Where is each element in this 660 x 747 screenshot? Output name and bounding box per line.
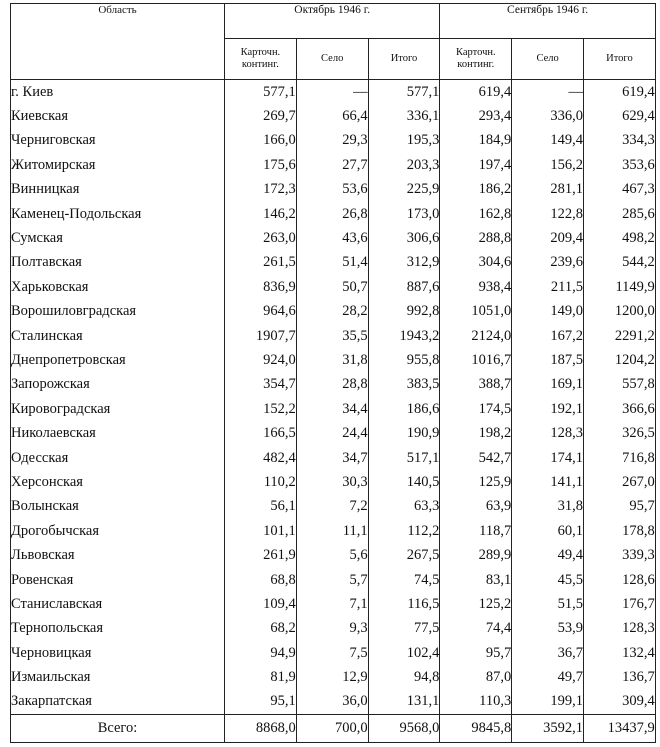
value-cell: 312,9 bbox=[368, 251, 440, 275]
value-cell: 304,6 bbox=[440, 251, 512, 275]
value-cell: 1051,0 bbox=[440, 300, 512, 324]
value-cell: 366,6 bbox=[584, 397, 656, 421]
region-name: Житомирская bbox=[11, 153, 225, 177]
value-cell: 31,8 bbox=[296, 348, 368, 372]
table-row bbox=[11, 592, 656, 616]
region-name: Черновицкая bbox=[11, 641, 225, 665]
header-ration-contingent: Карточн. континг. bbox=[225, 39, 297, 80]
table-body bbox=[11, 80, 656, 715]
table-row bbox=[11, 104, 656, 128]
value-cell: 172,3 bbox=[225, 178, 297, 202]
value-cell: 169,1 bbox=[512, 373, 584, 397]
value-cell: 162,8 bbox=[440, 202, 512, 226]
value-cell: 56,1 bbox=[225, 495, 297, 519]
region-name: Запорожская bbox=[11, 373, 225, 397]
value-cell: 557,8 bbox=[584, 373, 656, 397]
table-row bbox=[11, 519, 656, 543]
value-cell: 173,0 bbox=[368, 202, 440, 226]
value-cell: 31,8 bbox=[512, 495, 584, 519]
table-row bbox=[11, 568, 656, 592]
table-row bbox=[11, 665, 656, 689]
value-cell: 45,5 bbox=[512, 568, 584, 592]
table-row bbox=[11, 300, 656, 324]
total-cell: 13437,9 bbox=[584, 715, 656, 743]
region-name: Днепропетровская bbox=[11, 348, 225, 372]
value-cell: 924,0 bbox=[225, 348, 297, 372]
value-cell: 118,7 bbox=[440, 519, 512, 543]
value-cell: 211,5 bbox=[512, 275, 584, 299]
region-name: Измаильская bbox=[11, 665, 225, 689]
value-cell: 306,6 bbox=[368, 226, 440, 250]
value-cell: 50,7 bbox=[296, 275, 368, 299]
value-cell: 239,6 bbox=[512, 251, 584, 275]
value-cell: 112,2 bbox=[368, 519, 440, 543]
value-cell: 187,5 bbox=[512, 348, 584, 372]
value-cell: 49,7 bbox=[512, 665, 584, 689]
value-cell: 51,4 bbox=[296, 251, 368, 275]
table-row bbox=[11, 324, 656, 348]
region-name: Тернопольская bbox=[11, 617, 225, 641]
value-cell: 186,2 bbox=[440, 178, 512, 202]
value-cell: 263,0 bbox=[225, 226, 297, 250]
value-cell: 34,7 bbox=[296, 446, 368, 470]
value-cell: 176,7 bbox=[584, 592, 656, 616]
region-name: Черниговская bbox=[11, 129, 225, 153]
header-period-september: Сентябрь 1946 г. bbox=[440, 4, 655, 39]
value-cell: 94,9 bbox=[225, 641, 297, 665]
region-name: Киевская bbox=[11, 104, 225, 128]
value-cell: 836,9 bbox=[225, 275, 297, 299]
value-cell: 125,9 bbox=[440, 470, 512, 494]
value-cell: 716,8 bbox=[584, 446, 656, 470]
value-cell: 203,3 bbox=[368, 153, 440, 177]
value-cell: 101,1 bbox=[225, 519, 297, 543]
value-cell: 66,4 bbox=[296, 104, 368, 128]
value-cell: 87,0 bbox=[440, 665, 512, 689]
value-cell: 388,7 bbox=[440, 373, 512, 397]
value-cell: 125,2 bbox=[440, 592, 512, 616]
value-cell: 149,0 bbox=[512, 300, 584, 324]
region-name: Николаевская bbox=[11, 421, 225, 445]
value-cell: 261,9 bbox=[225, 543, 297, 567]
value-cell: 149,4 bbox=[512, 129, 584, 153]
value-cell: 267,0 bbox=[584, 470, 656, 494]
table-row bbox=[11, 543, 656, 567]
value-cell: 63,9 bbox=[440, 495, 512, 519]
value-cell: 28,8 bbox=[296, 373, 368, 397]
value-cell: 334,3 bbox=[584, 129, 656, 153]
value-cell: 293,4 bbox=[440, 104, 512, 128]
value-cell: 2124,0 bbox=[440, 324, 512, 348]
value-cell: 94,8 bbox=[368, 665, 440, 689]
value-cell: 5,7 bbox=[296, 568, 368, 592]
value-cell: 2291,2 bbox=[584, 324, 656, 348]
value-cell: 269,7 bbox=[225, 104, 297, 128]
value-cell: 128,6 bbox=[584, 568, 656, 592]
total-row bbox=[11, 715, 656, 743]
value-cell: 199,1 bbox=[512, 690, 584, 715]
value-cell: 128,3 bbox=[512, 421, 584, 445]
table-row bbox=[11, 153, 656, 177]
table-row bbox=[11, 80, 656, 105]
value-cell: 339,3 bbox=[584, 543, 656, 567]
value-cell: 74,5 bbox=[368, 568, 440, 592]
value-cell: 141,1 bbox=[512, 470, 584, 494]
value-cell: 167,2 bbox=[512, 324, 584, 348]
value-cell: 336,1 bbox=[368, 104, 440, 128]
region-name: г. Киев bbox=[11, 80, 225, 105]
table-row bbox=[11, 495, 656, 519]
value-cell: 30,3 bbox=[296, 470, 368, 494]
value-cell: 166,5 bbox=[225, 421, 297, 445]
value-cell: 619,4 bbox=[440, 80, 512, 105]
region-name: Винницкая bbox=[11, 178, 225, 202]
table-row bbox=[11, 275, 656, 299]
value-cell: 175,6 bbox=[225, 153, 297, 177]
value-cell: 482,4 bbox=[225, 446, 297, 470]
value-cell: 577,1 bbox=[368, 80, 440, 105]
value-cell: 146,2 bbox=[225, 202, 297, 226]
table-row bbox=[11, 421, 656, 445]
value-cell: 1907,7 bbox=[225, 324, 297, 348]
region-name: Дрогобычская bbox=[11, 519, 225, 543]
total-cell: 700,0 bbox=[296, 715, 368, 743]
value-cell: 77,5 bbox=[368, 617, 440, 641]
value-cell: 12,9 bbox=[296, 665, 368, 689]
value-cell: 467,3 bbox=[584, 178, 656, 202]
table-row bbox=[11, 129, 656, 153]
value-cell: 383,5 bbox=[368, 373, 440, 397]
value-cell: 81,9 bbox=[225, 665, 297, 689]
value-cell: 1016,7 bbox=[440, 348, 512, 372]
value-cell: 184,9 bbox=[440, 129, 512, 153]
value-cell: 95,7 bbox=[584, 495, 656, 519]
table-row bbox=[11, 373, 656, 397]
value-cell: 1204,2 bbox=[584, 348, 656, 372]
region-table bbox=[10, 3, 656, 743]
value-cell: 544,2 bbox=[584, 251, 656, 275]
table-row bbox=[11, 226, 656, 250]
value-cell: 24,4 bbox=[296, 421, 368, 445]
value-cell: 964,6 bbox=[225, 300, 297, 324]
table-row bbox=[11, 202, 656, 226]
table-row bbox=[11, 348, 656, 372]
value-cell: 51,5 bbox=[512, 592, 584, 616]
value-cell: 197,4 bbox=[440, 153, 512, 177]
value-cell: 29,3 bbox=[296, 129, 368, 153]
header-region: Область bbox=[11, 4, 225, 80]
value-cell: 34,4 bbox=[296, 397, 368, 421]
value-cell: 209,4 bbox=[512, 226, 584, 250]
header-period-october: Октябрь 1946 г. bbox=[225, 4, 440, 39]
value-cell: 498,2 bbox=[584, 226, 656, 250]
value-cell: 289,9 bbox=[440, 543, 512, 567]
header-total: Итого bbox=[584, 39, 656, 80]
value-cell: 186,6 bbox=[368, 397, 440, 421]
table-row bbox=[11, 690, 656, 715]
value-cell: 992,8 bbox=[368, 300, 440, 324]
region-name: Львовская bbox=[11, 543, 225, 567]
value-cell: 195,3 bbox=[368, 129, 440, 153]
value-cell: 49,4 bbox=[512, 543, 584, 567]
value-cell: 7,1 bbox=[296, 592, 368, 616]
value-cell: 122,8 bbox=[512, 202, 584, 226]
region-name: Сталинская bbox=[11, 324, 225, 348]
value-cell: 309,4 bbox=[584, 690, 656, 715]
value-cell: 27,7 bbox=[296, 153, 368, 177]
value-cell: 225,9 bbox=[368, 178, 440, 202]
total-cell: 9568,0 bbox=[368, 715, 440, 743]
value-cell: 619,4 bbox=[584, 80, 656, 105]
table-header bbox=[11, 4, 656, 80]
total-cell: 3592,1 bbox=[512, 715, 584, 743]
value-cell: 1149,9 bbox=[584, 275, 656, 299]
region-name: Кировоградская bbox=[11, 397, 225, 421]
value-cell: 887,6 bbox=[368, 275, 440, 299]
value-cell: 281,1 bbox=[512, 178, 584, 202]
table-row bbox=[11, 617, 656, 641]
value-cell: 140,5 bbox=[368, 470, 440, 494]
table-row bbox=[11, 446, 656, 470]
value-cell: 9,3 bbox=[296, 617, 368, 641]
value-cell: 110,3 bbox=[440, 690, 512, 715]
region-name: Ворошиловградская bbox=[11, 300, 225, 324]
value-cell: 174,1 bbox=[512, 446, 584, 470]
value-cell: 955,8 bbox=[368, 348, 440, 372]
value-cell: 7,2 bbox=[296, 495, 368, 519]
value-cell: 198,2 bbox=[440, 421, 512, 445]
value-cell: 517,1 bbox=[368, 446, 440, 470]
value-cell: 131,1 bbox=[368, 690, 440, 715]
value-cell: 5,6 bbox=[296, 543, 368, 567]
value-cell: 178,8 bbox=[584, 519, 656, 543]
header-village: Село bbox=[512, 39, 584, 80]
table-row bbox=[11, 397, 656, 421]
value-cell: — bbox=[296, 80, 368, 105]
value-cell: 288,8 bbox=[440, 226, 512, 250]
value-cell: 109,4 bbox=[225, 592, 297, 616]
table-row bbox=[11, 470, 656, 494]
value-cell: — bbox=[512, 80, 584, 105]
value-cell: 36,7 bbox=[512, 641, 584, 665]
value-cell: 128,3 bbox=[584, 617, 656, 641]
value-cell: 353,6 bbox=[584, 153, 656, 177]
value-cell: 68,8 bbox=[225, 568, 297, 592]
value-cell: 11,1 bbox=[296, 519, 368, 543]
total-label: Всего: bbox=[11, 715, 225, 743]
region-name: Одесская bbox=[11, 446, 225, 470]
header-village: Село bbox=[296, 39, 368, 80]
table-row bbox=[11, 641, 656, 665]
value-cell: 68,2 bbox=[225, 617, 297, 641]
value-cell: 132,4 bbox=[584, 641, 656, 665]
value-cell: 152,2 bbox=[225, 397, 297, 421]
value-cell: 43,6 bbox=[296, 226, 368, 250]
region-name: Закарпатская bbox=[11, 690, 225, 715]
value-cell: 95,1 bbox=[225, 690, 297, 715]
value-cell: 938,4 bbox=[440, 275, 512, 299]
value-cell: 36,0 bbox=[296, 690, 368, 715]
value-cell: 192,1 bbox=[512, 397, 584, 421]
value-cell: 60,1 bbox=[512, 519, 584, 543]
value-cell: 28,2 bbox=[296, 300, 368, 324]
value-cell: 35,5 bbox=[296, 324, 368, 348]
value-cell: 156,2 bbox=[512, 153, 584, 177]
value-cell: 102,4 bbox=[368, 641, 440, 665]
value-cell: 166,0 bbox=[225, 129, 297, 153]
value-cell: 190,9 bbox=[368, 421, 440, 445]
value-cell: 577,1 bbox=[225, 80, 297, 105]
region-name: Каменец-Подольская bbox=[11, 202, 225, 226]
value-cell: 1943,2 bbox=[368, 324, 440, 348]
table-footer bbox=[11, 715, 656, 743]
value-cell: 336,0 bbox=[512, 104, 584, 128]
value-cell: 63,3 bbox=[368, 495, 440, 519]
value-cell: 261,5 bbox=[225, 251, 297, 275]
total-cell: 8868,0 bbox=[225, 715, 297, 743]
region-name: Сумская bbox=[11, 226, 225, 250]
value-cell: 74,4 bbox=[440, 617, 512, 641]
region-name: Херсонская bbox=[11, 470, 225, 494]
value-cell: 629,4 bbox=[584, 104, 656, 128]
value-cell: 136,7 bbox=[584, 665, 656, 689]
value-cell: 267,5 bbox=[368, 543, 440, 567]
value-cell: 174,5 bbox=[440, 397, 512, 421]
table-row bbox=[11, 251, 656, 275]
region-name: Полтавская bbox=[11, 251, 225, 275]
total-cell: 9845,8 bbox=[440, 715, 512, 743]
region-name: Харьковская bbox=[11, 275, 225, 299]
value-cell: 95,7 bbox=[440, 641, 512, 665]
value-cell: 1200,0 bbox=[584, 300, 656, 324]
value-cell: 110,2 bbox=[225, 470, 297, 494]
value-cell: 53,6 bbox=[296, 178, 368, 202]
region-name: Волынская bbox=[11, 495, 225, 519]
value-cell: 7,5 bbox=[296, 641, 368, 665]
value-cell: 354,7 bbox=[225, 373, 297, 397]
value-cell: 542,7 bbox=[440, 446, 512, 470]
region-name: Станиславская bbox=[11, 592, 225, 616]
value-cell: 326,5 bbox=[584, 421, 656, 445]
value-cell: 285,6 bbox=[584, 202, 656, 226]
region-name: Ровенская bbox=[11, 568, 225, 592]
header-ration-contingent: Карточн. континг. bbox=[440, 39, 512, 80]
value-cell: 116,5 bbox=[368, 592, 440, 616]
value-cell: 53,9 bbox=[512, 617, 584, 641]
header-total: Итого bbox=[368, 39, 440, 80]
value-cell: 26,8 bbox=[296, 202, 368, 226]
value-cell: 83,1 bbox=[440, 568, 512, 592]
table-row bbox=[11, 178, 656, 202]
